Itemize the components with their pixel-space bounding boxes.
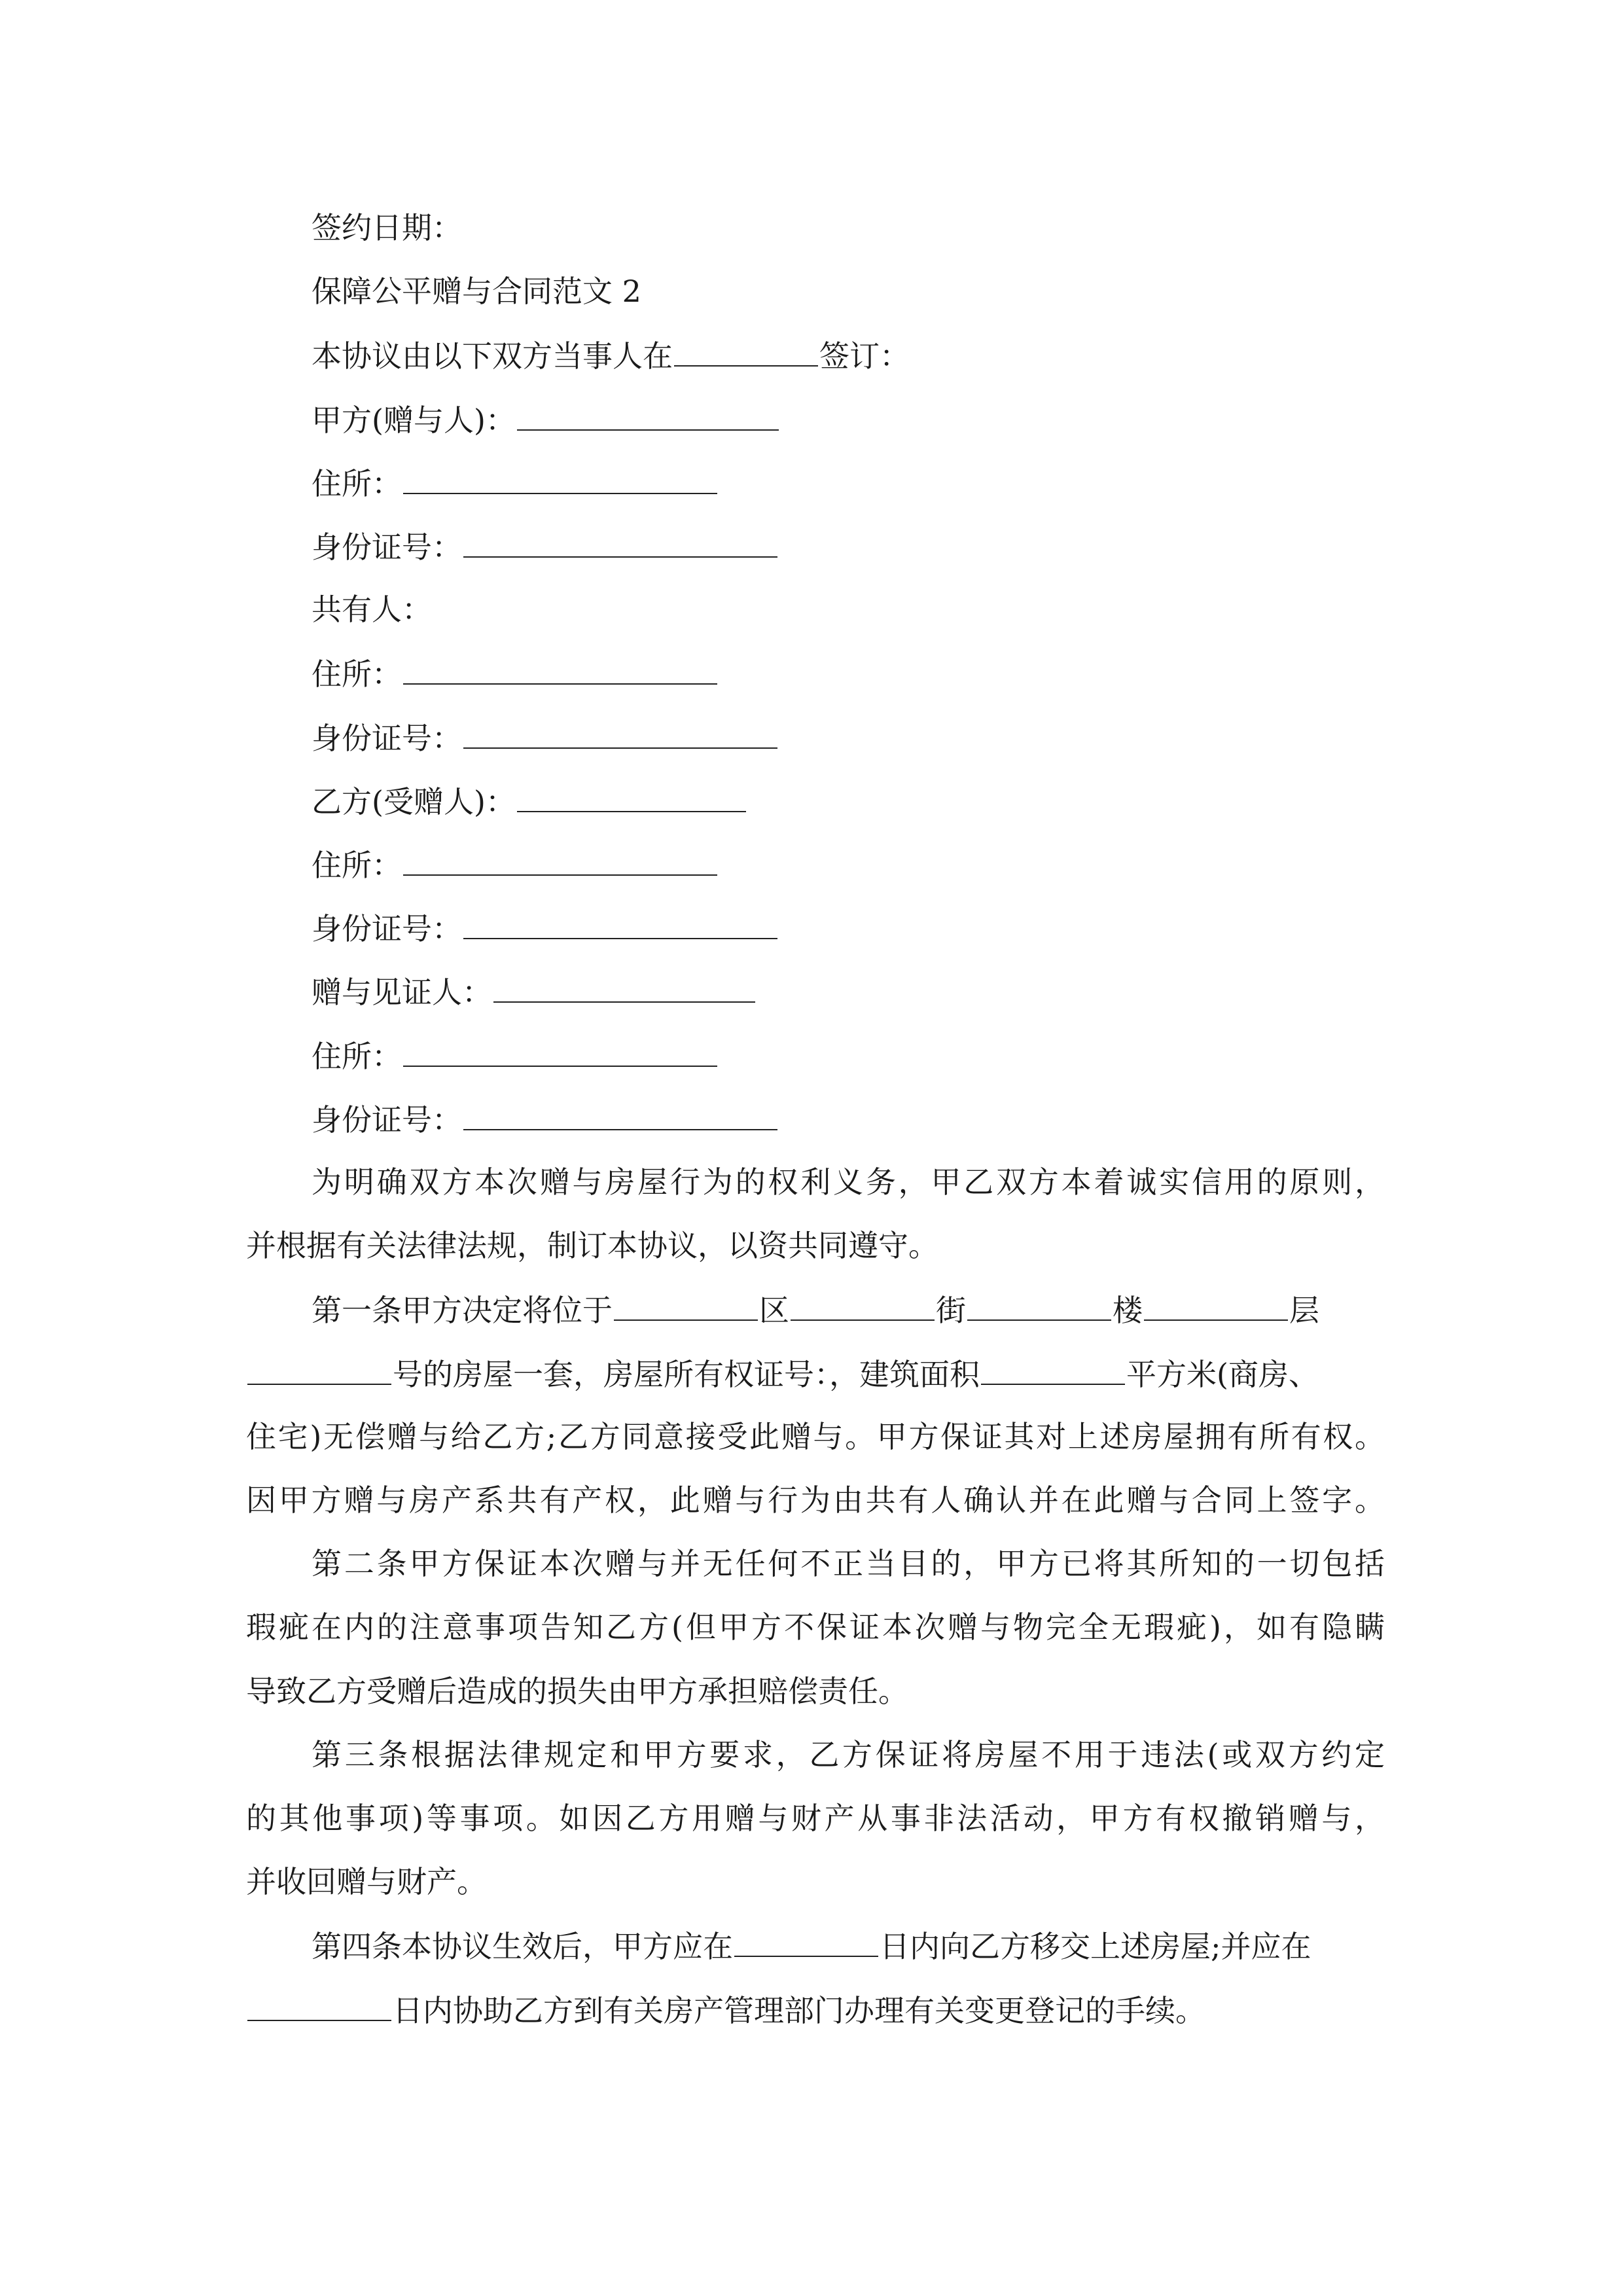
street-blank[interactable] <box>791 1289 935 1321</box>
party-a-blank[interactable] <box>517 399 779 431</box>
article-1-line-2: 号的房屋一套，房屋所有权证号：，建筑面积 平方米(商房、 <box>246 1354 1385 1394</box>
article-1-line-3: 住宅)无偿赠与给乙方;乙方同意接受此赠与。甲方保证其对上述房屋拥有所有权。 <box>246 1419 1385 1454</box>
room-number-blank[interactable] <box>247 1354 391 1385</box>
article-2-line-3: 导致乙方受赠后造成的损失由甲方承担赔偿责任。 <box>246 1674 908 1709</box>
article-2-line-2: 瑕疵在内的注意事项告知乙方(但甲方不保证本次赠与物完全无瑕疵)，如有隐瞒 <box>246 1609 1385 1645</box>
co-owner-address-blank[interactable] <box>403 653 717 685</box>
witness-address-line: 住所： <box>312 1035 1385 1076</box>
witness-line: 赠与见证人： <box>312 971 1385 1012</box>
witness-id-line: 身份证号： <box>312 1099 1385 1139</box>
article-4-line-1: 第四条本协议生效后，甲方应在 日内向乙方移交上述房屋;并应在 <box>312 1926 1385 1966</box>
article-4-line-2: 日内协助乙方到有关房产管理部门办理有关变更登记的手续。 <box>246 1990 1385 2030</box>
witness-address-blank[interactable] <box>403 1035 717 1067</box>
article-3-line-2: 的其他事项)等事项。如因乙方用赠与财产从事非法活动，甲方有权撤销赠与， <box>246 1801 1385 1836</box>
document-title: 保障公平赠与合同范文 2 <box>312 274 641 309</box>
floor-blank[interactable] <box>1144 1289 1288 1321</box>
sign-date-line <box>312 208 1385 247</box>
signing-place-blank[interactable] <box>674 335 818 367</box>
party-a-id-line: 身份证号： <box>312 526 1385 567</box>
area-blank[interactable] <box>981 1354 1125 1385</box>
article-1-line-1: 第一条甲方决定将位于 区 街 楼 层 <box>312 1289 1385 1330</box>
sign-date-label: 签约日期： <box>312 210 462 245</box>
purpose-paragraph-line-1: 为明确双方本次赠与房屋行为的权利义务，甲乙双方本着诚实信用的原则， <box>312 1164 1385 1200</box>
article-2-line-1: 第二条甲方保证本次赠与并无任何不正当目的，甲方已将其所知的一切包括 <box>312 1546 1385 1581</box>
co-owner-address-line: 住所： <box>312 653 1385 694</box>
party-a-id-blank[interactable] <box>463 526 777 558</box>
party-b-line: 乙方(受赠人)： <box>312 781 1385 821</box>
party-a-address-line: 住所： <box>312 463 1385 503</box>
witness-blank[interactable] <box>493 971 755 1003</box>
co-owner-id-blank[interactable] <box>463 717 777 749</box>
building-blank[interactable] <box>967 1289 1111 1321</box>
article-3-line-1: 第三条根据法律规定和甲方要求，乙方保证将房屋不用于违法(或双方约定 <box>312 1737 1385 1772</box>
article-1-line-4: 因甲方赠与房产系共有产权，此赠与行为由共有人确认并在此赠与合同上签字。 <box>246 1482 1385 1518</box>
co-owner-id-line: 身份证号： <box>312 717 1385 758</box>
article-3-line-3: 并收回赠与财产。 <box>246 1864 487 1899</box>
party-b-address-blank[interactable] <box>403 844 717 876</box>
witness-id-blank[interactable] <box>463 1099 777 1130</box>
party-b-address-line: 住所： <box>312 844 1385 885</box>
handover-days-blank[interactable] <box>734 1926 878 1957</box>
party-b-blank[interactable] <box>517 781 746 812</box>
intro-line: 本协议由以下双方当事人在 签订： <box>312 335 1385 376</box>
party-a-line: 甲方(赠与人)： <box>312 399 1385 440</box>
party-b-id-blank[interactable] <box>463 908 777 939</box>
registration-days-blank[interactable] <box>247 1990 391 2021</box>
party-b-id-line: 身份证号： <box>312 908 1385 948</box>
co-owner-line: 共有人： <box>312 592 432 627</box>
purpose-paragraph-line-2: 并根据有关法律法规，制订本协议，以资共同遵守。 <box>246 1228 938 1263</box>
party-a-address-blank[interactable] <box>403 463 717 494</box>
district-blank[interactable] <box>614 1289 758 1321</box>
